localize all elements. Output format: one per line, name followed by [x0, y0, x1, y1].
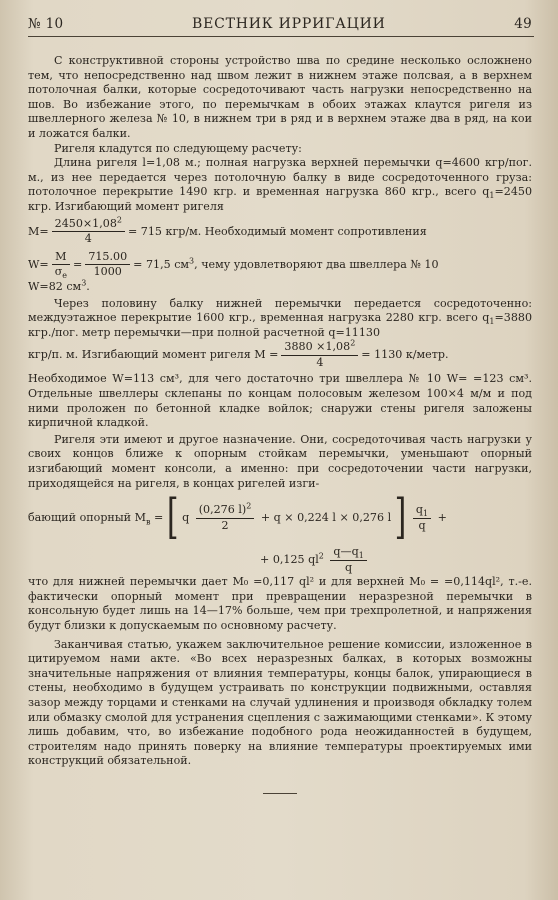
paragraph-6: Ригеля эти имеют и другое назначение. Они, сосредоточивая часть нагрузки у своих концов ближе к опорным стойкам перемычки, уменьшают опорный изгибающий момент консоли, а именно: при сосредоточении части нагрузки, приходящейся на ригеля, в концах ригелей изги- [28, 432, 532, 490]
paragraph-5: Необходимое W=113 см³, для чего достаточно три швеллера № 10 W= =123 см³. Отдельные швеллеры склепаны по концам полосовым железом 100×4 м/м и под ними проложен по бетонной кладке войлок; снаружи стены ригеля заложены кирпичной кладкой. [28, 372, 532, 430]
header-rule [28, 36, 534, 37]
fraction-m-sigma: $\frac{M}{\sigma_е}$ [52, 250, 70, 280]
page-number: 49 [514, 16, 532, 32]
journal-title: ВЕСТНИК ИРРИГАЦИИ [192, 16, 386, 32]
issue-number: № 10 [28, 16, 64, 32]
paragraph-8: Заканчивая статью, укажем заключительное решение комиссии, изложенное в цитируемом нами акте. «Во всех неразрезных балках, в которых возможны значительные напряжения от влияния температуры, концы балок, упирающиеся в стены, необходимо в будущем устраивать по конструкции подвижными, оставляя зазор между торцами и стенками на случай удлинения и производя обкладку толем или обмазку смолой для устранения сцепления с зажимающими стенками». К этому лишь добавим, что, во избежание подобного рода неожиданностей в будущем, строителям надо принять поверку на влияние температуры проектируемых ими конструкций обязательной. [28, 637, 532, 768]
fraction-resistance: $\frac{715.00}{1000}$ [85, 250, 130, 280]
fraction-moment-2: $\frac{3880 \times 1,08^2}{4}$ [281, 340, 358, 370]
fraction-moment-1: $\frac{2450\times 1,08^2}{4}$ [52, 217, 125, 247]
moment-formula-1: M= $\frac{2450\times 1,08^2}{4}$ = 715 кгр/м. Необходимый момент сопротивления [28, 214, 427, 246]
paragraph-1: С конструктивной стороны устройство шва по средине несколько осложнено тем, что непосредственно над швом лежит в нижнем этаже полсвая, а в верхнем потолочная балки, которые сосредоточивают часть нагрузки непосредственно на шов. Во избежание этого, по перемычкам в обоих этажах клаутся ригеля из швеллерного железа № 10, в нижнем три в ряд и в верхнем этаже два в ряд, на кои и ложатся балки. [28, 54, 532, 140]
paragraph-3: Длина ригеля l=1,08 м.; полная нагрузка верхней перемычки q=4600 кгр/пог. м., из нее передается через потолочную балку в виде сосредоточенного груза: потолочное перекрытие 1490 кгр. и временная нагрузка 860 кгр., всего $q_1=2450$ кгр. Изгибающий момент ригеля [28, 156, 532, 213]
paragraph-4: Через половину балку нижней перемычки передается сосредоточенно: междуэтажное перекрытие 1600 кгр., временная нагрузка 2280 кгр. всего $q_1=3880$ кгр./пог. метр перемычки—при полной расчетной q=11130 [28, 296, 532, 339]
page-header [28, 14, 532, 34]
paragraph-2: Ригеля кладутся по следующему расчету: [54, 141, 302, 155]
resistance-formula: W= $\frac{M}{\sigma_е}$ = $\frac{715.00}{1000}$ = 71,5 $см^3$, чему удовлетворяют два швеллера № 10 [28, 249, 439, 281]
moment-formula-2: кгр/п. м. Изгибающий момент ригеля M = $\frac{3880 \times 1,08^2}{4}$ = 1130 к/метр. [28, 338, 449, 369]
end-rule [263, 793, 297, 794]
resistance-value: W=82 $см^3$. [28, 278, 90, 293]
support-moment-formula: бающий опорный $M_в$ = [ q $\frac{(0,276 l)^2}{2}$ + q × 0,224 l × 0,276 l ] $\frac{q_1}{q}$ + + 0,125 $ql^2$ $\frac{q—q_1}{q}$ [28, 489, 447, 574]
article-body [28, 54, 532, 794]
paragraph-7: что для нижней перемычки дает M₀ =0,117 ql² и для верхней M₀ = =0,114ql², т.-е. фактически опорный момент при превращении неразрезной перемычки в консольную будет лишь на 14—17% больше, чем при трехпролетной, и напряжения будут близки к допускаемым по основному расчету. [28, 575, 532, 632]
